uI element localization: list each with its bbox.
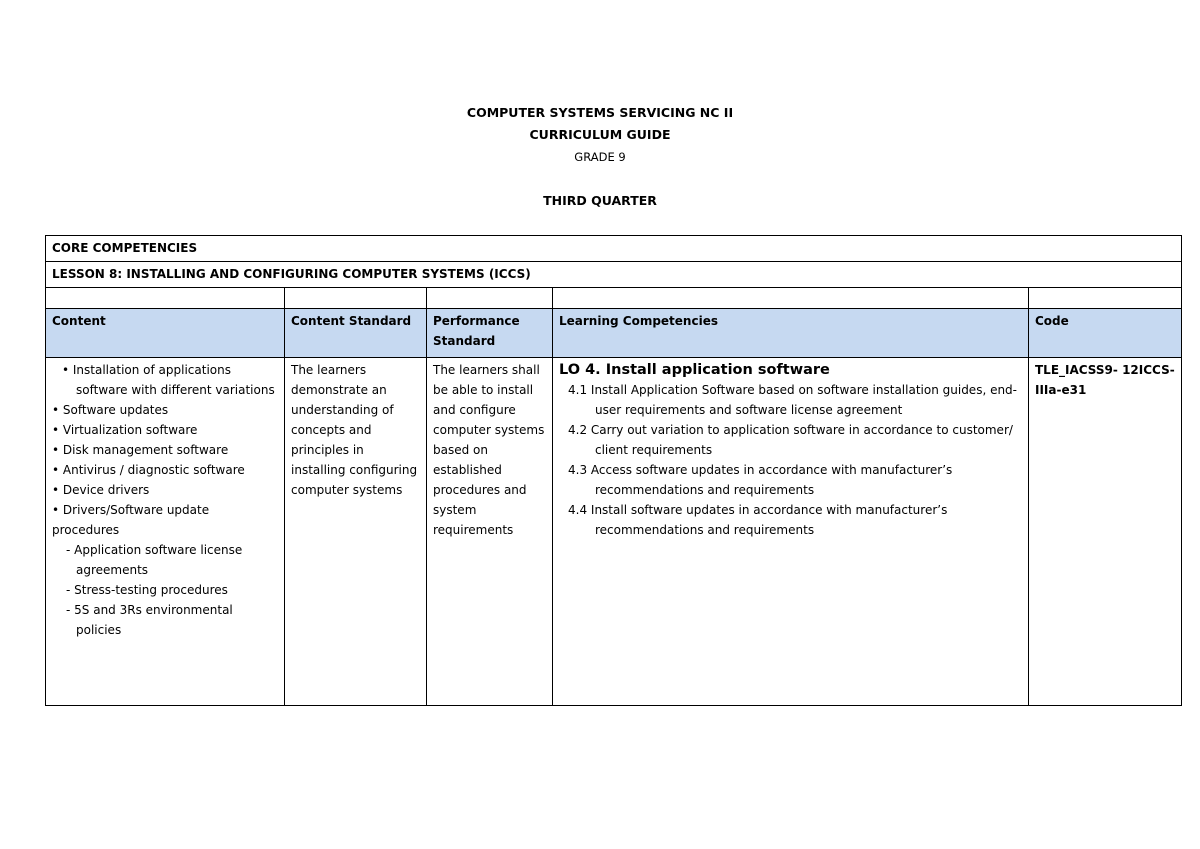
col-header-performance-standard: Performance Standard — [427, 309, 553, 358]
competency-item: 4.1 Install Application Software based on software installation guides, end-user requirements and software license agreement — [568, 383, 1018, 417]
list-item: • Installation of applications software with different variations — [62, 363, 275, 397]
doc-subtitle: CURRICULUM GUIDE — [529, 127, 671, 142]
list-item: - Stress-testing procedures — [66, 583, 228, 597]
spacer-row — [46, 288, 1182, 309]
learning-competencies-cell — [553, 358, 1029, 706]
learning-outcome-title: LO 4. Install application software — [559, 362, 830, 378]
grade-label: GRADE 9 — [574, 150, 626, 164]
col-header-content-standard: Content Standard — [285, 309, 427, 358]
col-header-learning-competencies: Learning Competencies — [553, 309, 1029, 358]
lesson-label: LESSON 8: INSTALLING AND CONFIGURING COMPUTER SYSTEMS (ICCS) — [46, 262, 1182, 288]
col-header-code: Code — [1029, 309, 1182, 358]
competency-item: 4.2 Carry out variation to application software in accordance to customer/ client requirements — [568, 423, 1013, 457]
list-item: - 5S and 3Rs environmental policies — [66, 603, 233, 637]
list-item: • Disk management software — [52, 443, 229, 457]
col-header-content: Content — [46, 309, 285, 358]
lesson-row — [46, 262, 1182, 288]
spacer-cell — [46, 288, 285, 309]
content-standard-cell: The learners demonstrate an understanding of concepts and principles in installing configuring computer systems — [285, 358, 427, 706]
doc-title: COMPUTER SYSTEMS SERVICING NC II — [466, 105, 734, 120]
column-header-row — [46, 309, 1182, 358]
competency-item: 4.3 Access software updates in accordance with manufacturer’s recommendations and requirements — [568, 463, 953, 497]
code-cell: TLE_IACSS9- 12ICCS-IIIa-e31 — [1029, 358, 1182, 706]
core-competencies-row — [46, 236, 1182, 262]
spacer-cell — [427, 288, 553, 309]
list-item: • Drivers/Software update procedures — [52, 503, 210, 537]
list-item: - Application software license agreements — [66, 543, 243, 577]
curriculum-table — [45, 235, 1182, 706]
content-cell — [46, 358, 285, 706]
content-list — [52, 360, 278, 640]
spacer-cell — [1029, 288, 1182, 309]
spacer-cell — [553, 288, 1029, 309]
core-competencies-label: CORE COMPETENCIES — [46, 236, 1182, 262]
quarter-label: THIRD QUARTER — [543, 193, 657, 208]
list-item: • Device drivers — [52, 483, 150, 497]
list-item: • Antivirus / diagnostic software — [52, 463, 245, 477]
spacer-cell — [285, 288, 427, 309]
list-item: • Software updates — [52, 403, 169, 417]
competency-item: 4.4 Install software updates in accordance with manufacturer’s recommendations and requirements — [568, 503, 948, 537]
lesson-content-row — [46, 358, 1182, 706]
list-item: • Virtualization software — [52, 423, 198, 437]
performance-standard-cell: The learners shall be able to install and configure computer systems based on established procedures and system requirements — [427, 358, 553, 706]
